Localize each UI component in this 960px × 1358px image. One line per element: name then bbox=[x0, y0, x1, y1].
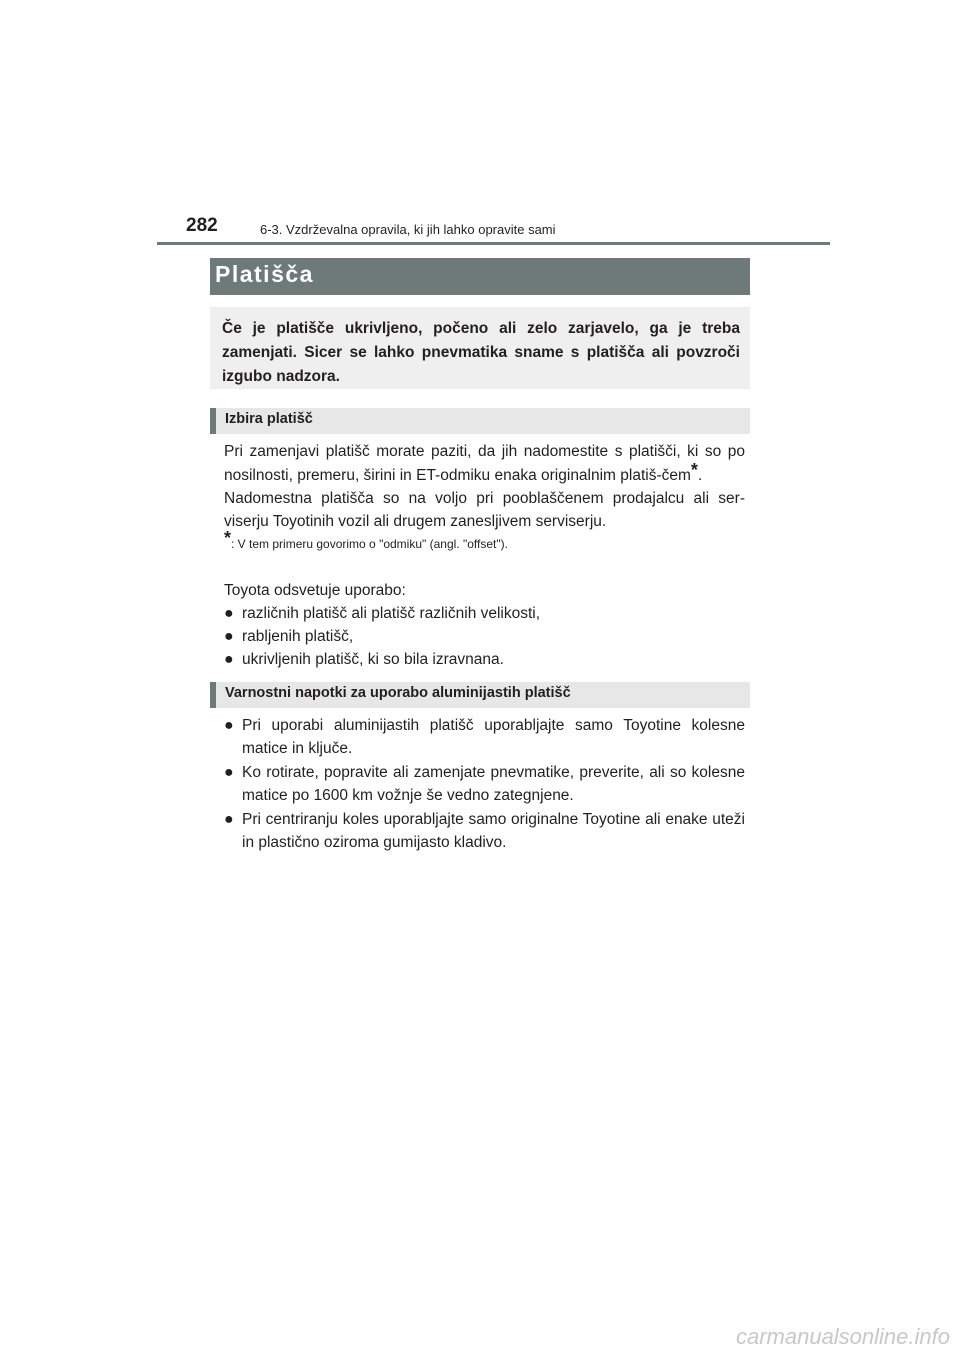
bullet-icon: ● bbox=[224, 605, 234, 622]
list-item-text: različnih platišč ali platišč različnih velikosti, bbox=[242, 605, 541, 622]
section-path: 6-3. Vzdrževalna opravila, ki jih lahko opravite sami bbox=[260, 222, 556, 237]
list-item-text: rabljenih platišč, bbox=[242, 628, 354, 645]
footnote-marker: * bbox=[690, 460, 698, 480]
bullet-icon: ● bbox=[224, 811, 234, 828]
paragraph bbox=[224, 440, 745, 487]
list-item bbox=[224, 761, 745, 807]
page-title: Platišča bbox=[215, 261, 314, 287]
footnote bbox=[224, 528, 745, 553]
watermark: carmanualsonline.info bbox=[735, 1324, 950, 1349]
subheading-aluminum-rims bbox=[210, 682, 750, 708]
footnote-text: : V tem primeru govorimo o "odmiku" (angl. "offset"). bbox=[231, 537, 508, 551]
bullet-icon: ● bbox=[224, 628, 234, 645]
bullet-icon: ● bbox=[224, 651, 234, 668]
list-item-text: ukrivljenih platišč, ki so bila izravnana. bbox=[242, 651, 504, 668]
list-item bbox=[224, 648, 745, 671]
subheading-label: Izbira platišč bbox=[225, 411, 313, 427]
list-item bbox=[224, 602, 745, 625]
list-item-text: Ko rotirate, popravite ali zamenjate pnevmatike, preverite, ali so kolesne matice po 1600 km vožnje še vedno zategnjene. bbox=[242, 764, 745, 804]
recommendation-intro: Toyota odsvetuje uporabo: bbox=[224, 582, 406, 599]
list-item bbox=[224, 714, 745, 760]
paragraph: Nadomestna platišča so na voljo pri pooblaščenem prodajalcu ali ser-viserju Toyotinih vozil ali drugem zanesljivem serviserju. bbox=[224, 490, 745, 530]
footnote-star: * bbox=[224, 528, 232, 548]
intro-text: Če je platišče ukrivljeno, počeno ali zelo zarjavelo, ga je treba zamenjati. Sicer se lahko pnevmatika sname s platišča ali povzroči izgubo nadzora. bbox=[222, 320, 740, 385]
list-item bbox=[224, 625, 745, 648]
subheading-rim-selection bbox=[210, 408, 750, 434]
intro-box bbox=[210, 307, 750, 389]
page-number: 282 bbox=[186, 215, 218, 236]
list-item bbox=[224, 808, 745, 854]
bullet-icon: ● bbox=[224, 764, 234, 781]
header-rule bbox=[157, 242, 830, 245]
list-item-text: Pri uporabi aluminijastih platišč uporabljajte samo Toyotine kolesne matice in ključe. bbox=[242, 717, 745, 757]
rim-selection-text bbox=[224, 440, 745, 553]
subheading-label: Varnostni napotki za uporabo aluminijastih platišč bbox=[225, 685, 571, 701]
list-item-text: Pri centriranju koles uporabljajte samo originalne Toyotine ali enake uteži in plastično oziroma gumijasto kladivo. bbox=[242, 811, 745, 851]
paragraph-end: . bbox=[697, 467, 703, 484]
title-bar bbox=[210, 258, 750, 295]
bullet-icon: ● bbox=[224, 717, 234, 734]
paragraph-text: Pri zamenjavi platišč morate paziti, da jih nadomestite s platišči, ki so po nosilnosti, premeru, širini in ET-odmiku enaka originalnim platiš-čem bbox=[224, 443, 745, 484]
